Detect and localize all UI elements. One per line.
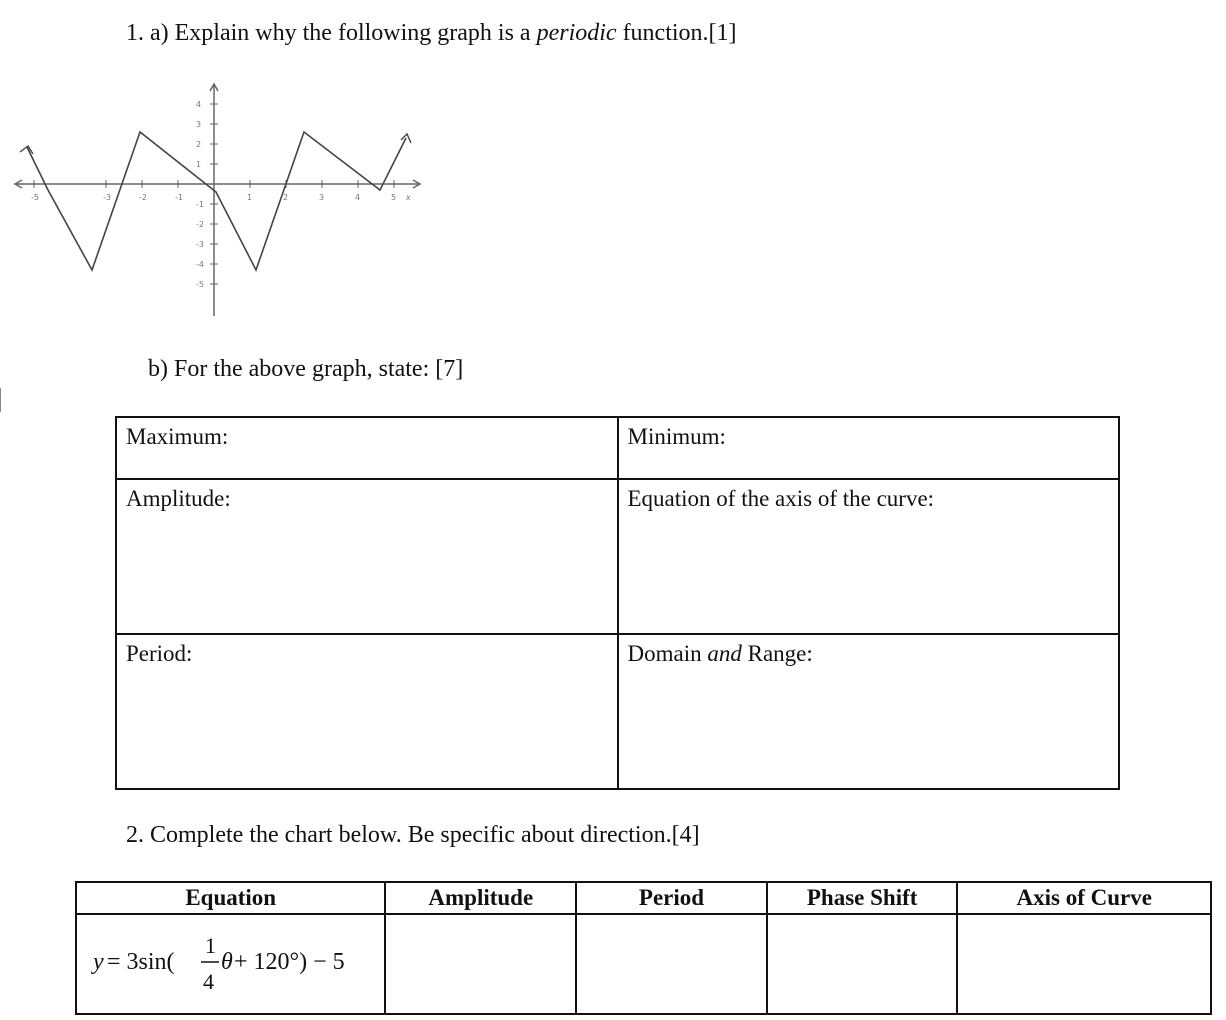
y-tick-label: -5 [196, 280, 204, 289]
y-tick-label: -2 [196, 220, 204, 229]
axis-label: Equation of the axis of the curve: [627, 486, 935, 511]
table-row [76, 914, 1211, 1014]
y-tick-label: -4 [196, 260, 204, 269]
domain-range-cell[interactable] [618, 634, 1120, 789]
y-tick-label: 2 [196, 140, 202, 149]
curve-arrow-left [20, 146, 33, 154]
minimum-label: Minimum: [627, 424, 726, 449]
header-phase-shift: Phase Shift [767, 882, 958, 914]
text-cursor [0, 388, 1, 412]
periodic-graph [10, 76, 430, 322]
y-tick-label: -3 [196, 240, 204, 249]
eq-numerator: 1 [205, 933, 216, 958]
question-1a-marks: function.[1] [616, 20, 737, 46]
x-tick-label: -2 [139, 193, 147, 202]
period-cell[interactable] [116, 634, 618, 789]
amplitude-answer-cell[interactable] [385, 914, 576, 1014]
x-tick-label: 3 [319, 193, 325, 202]
header-equation: Equation [76, 882, 385, 914]
y-tick-label: 1 [196, 160, 202, 169]
axis-answer-cell[interactable] [957, 914, 1211, 1014]
transformation-chart [75, 881, 1212, 1015]
eq-lhs: y [93, 949, 104, 975]
period-label: Period: [126, 641, 193, 666]
range-label: Range: [741, 641, 813, 666]
equation-cell [76, 914, 385, 1014]
x-tick-label: 5 [391, 193, 397, 202]
amplitude-label: Amplitude: [126, 486, 231, 511]
x-tick-label: 4 [355, 193, 361, 202]
question-1a-text: 1. a) Explain why the following graph is a [126, 20, 537, 46]
eq-rest: + 120°) − 5 [234, 949, 345, 975]
table-header-row [76, 882, 1211, 914]
x-tick-label: 2 [283, 193, 289, 202]
header-period: Period [576, 882, 767, 914]
x-tick-label: -5 [31, 193, 39, 202]
maximum-label: Maximum: [126, 424, 229, 449]
table-row [116, 417, 1119, 479]
periodic-curve [48, 132, 406, 270]
x-tick-label: -3 [103, 193, 111, 202]
domain-label: Domain [627, 641, 708, 666]
phase-shift-answer-cell[interactable] [767, 914, 958, 1014]
header-amplitude: Amplitude [385, 882, 576, 914]
question-1a [126, 20, 737, 47]
axis-cell[interactable] [618, 479, 1120, 634]
table-row [116, 634, 1119, 789]
domain-and-emphasis: and [707, 641, 742, 666]
amplitude-cell[interactable] [116, 479, 618, 634]
minimum-cell[interactable] [618, 417, 1120, 479]
graph-properties-table [115, 416, 1120, 790]
y-tick-label: 3 [196, 120, 202, 129]
question-2: 2. Complete the chart below. Be specific about direction.[4] [126, 822, 700, 848]
y-tick-label: 4 [196, 100, 202, 109]
question-1b: b) For the above graph, state: [7] [148, 356, 464, 382]
eq-theta: θ [221, 949, 233, 975]
header-axis-of-curve: Axis of Curve [957, 882, 1211, 914]
equation-formula [91, 925, 361, 997]
x-tick-label: -1 [175, 193, 183, 202]
eq-sin: = 3sin( [107, 949, 175, 975]
maximum-cell[interactable] [116, 417, 618, 479]
y-tick-label: -1 [196, 200, 204, 209]
eq-denominator: 4 [203, 969, 214, 994]
question-1a-emphasis: periodic [536, 20, 617, 46]
x-axis-label: x [406, 193, 411, 202]
period-answer-cell[interactable] [576, 914, 767, 1014]
axis-tick-labels [31, 100, 411, 289]
table-row [116, 479, 1119, 634]
x-tick-label: 1 [247, 193, 253, 202]
